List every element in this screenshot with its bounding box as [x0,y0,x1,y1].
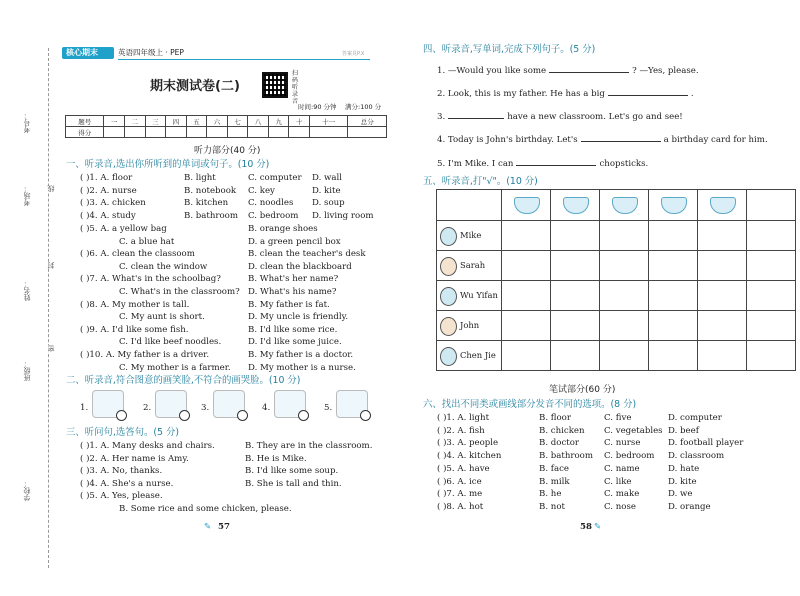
option-row: B. bathroom [184,210,238,221]
tick-cell[interactable] [551,251,600,281]
sentence-part: 5. I'm Mike. I can [437,159,514,169]
tick-cell[interactable] [747,341,796,371]
answer-blank[interactable] [549,64,629,73]
sentence-part: 3. [437,112,446,122]
sentence-part: have a new classroom. Let's go and see! [507,112,683,122]
option-row: C. vegetables [604,425,663,436]
option-row: C. key [248,185,275,196]
option-row: D. orange [668,501,711,512]
score-cell[interactable] [166,127,187,138]
option-row: D. My mother is a nurse. [248,362,356,373]
food-picture [600,190,649,221]
option-row: ( )10. A. My father is a driver. [80,350,210,360]
section-4-title: 四、听录音,写单词,完成下列句子。(5 分) [423,44,596,55]
option-row: D. wall [312,173,343,183]
answer-blank[interactable] [448,110,504,119]
tick-cell[interactable] [551,311,600,341]
option-row: ( )2. A. nurse [80,185,137,196]
option-row: ( )1. A. floor [80,173,133,183]
avatar [440,347,457,366]
option-row: ( )5. A. Yes, please. [80,491,163,502]
option-row: C. clean the window [119,261,208,272]
tick-cell[interactable] [649,311,698,341]
page-number-left: 57 [218,522,230,532]
score-cell[interactable] [186,127,207,138]
option-row: C. like [604,476,632,487]
option-row: B. My father is a doctor. [248,350,354,360]
sentence-part: 2. Look, this is my father. He has a big [437,89,605,99]
section-6-title: 六、找出不同类或画线部分发音不同的选项。(8 分) [423,399,637,410]
tick-cell[interactable] [502,251,551,281]
option-row: ( )5. A. have [437,463,490,474]
score-table-header-cell: 三 [145,116,166,127]
food-picture [502,190,551,221]
avatar [440,287,457,306]
score-cell[interactable] [348,127,387,138]
option-row: ( )1. A. Many desks and chairs. [80,441,215,451]
smiley-face-icon [360,410,371,421]
header-rule [118,59,370,60]
option-row: B. She is tall and thin. [245,478,342,489]
option-row: ( )7. A. me [437,489,483,500]
pencil-icon: ✎ [594,522,602,532]
sentence-part: 4. Today is John's birthday. Let's [437,135,578,145]
option-row: C. a blue hat [119,236,175,247]
smiley-face-icon [237,410,248,421]
binding-label-name: 姓名： [23,280,31,301]
option-row: B. he [539,489,562,500]
tick-cell[interactable] [698,311,747,341]
option-row: B. I'd like some rice. [248,324,338,335]
food-bowl-icon [563,197,589,214]
option-row: D. computer [668,413,722,423]
option-row: D. living room [312,210,374,221]
option-row: ( )4. A. She's a nurse. [80,478,174,489]
option-row: C. bedroom [248,210,299,221]
avatar [440,317,457,336]
qr-caption: 扫码听录音 [292,70,299,105]
fill-blank-sentence [437,64,699,76]
score-cell[interactable] [124,127,145,138]
option-row: ( )8. A. My mother is tall. [80,299,190,310]
score-table-header-cell: 六 [207,116,228,127]
page-number-right: 58 [580,522,592,532]
tick-cell[interactable] [600,311,649,341]
option-row: C. What's in the classroom? [119,287,240,297]
food-bowl-icon [612,197,638,214]
tick-cell[interactable] [502,221,551,251]
score-cell[interactable] [207,127,228,138]
option-row: D. I'd like some juice. [248,337,342,348]
option-row: C. bedroom [604,451,655,462]
option-row: ( )7. A. What's in the schoolbag? [80,274,221,285]
tick-cell[interactable] [649,221,698,251]
score-table-header-cell: 十一 [310,116,348,127]
tick-cell[interactable] [600,251,649,281]
header-right-tag: 答案見P.X [342,51,365,57]
sentence-part: a birthday card for him. [663,135,768,145]
binding-dashed-line [48,48,49,568]
option-row: B. kitchen [184,198,229,209]
score-table-header-cell: 四 [166,116,187,127]
option-row: ( )4. A. kitchen [437,451,502,462]
answer-blank[interactable] [608,87,688,96]
score-table-header-cell: 七 [227,116,248,127]
student-name: John [460,320,480,330]
section-5-title: 五、听录音,打"√"。(10 分) [423,176,538,187]
sentence-part: ? —Yes, please. [632,66,699,76]
header-cell [437,190,502,221]
option-row: C. computer [248,173,302,183]
option-row: B. not [539,501,565,512]
option-row: D. My uncle is friendly. [248,312,349,323]
score-cell[interactable] [310,127,348,138]
score-cell[interactable] [104,127,125,138]
option-row: C. My mother is a farmer. [119,362,231,373]
student-cell [437,311,502,341]
option-row: ( )1. A. light [437,413,490,423]
tick-cell[interactable] [747,251,796,281]
tick-cell[interactable] [698,221,747,251]
option-row: B. face [539,463,569,474]
student-cell [437,251,502,281]
option-row: B. He is Mike. [245,453,307,464]
picture-number: 5. [324,403,333,413]
student-name: Mike [460,230,482,240]
tick-cell[interactable] [649,281,698,311]
option-row: D. clean the blackboard [248,261,352,272]
option-row: C. name [604,463,640,474]
answer-blank[interactable] [581,133,661,142]
option-row: D. football player [668,438,744,449]
section-1-title: 一、听录音,选出你所听到的单词或句子。(10 分) [66,159,270,170]
smiley-face-icon [116,410,127,421]
score-table-header-cell: 题号 [66,116,104,127]
tick-cell[interactable] [747,281,796,311]
answer-blank[interactable] [516,157,596,166]
score-table-header-cell: 二 [124,116,145,127]
option-row: D. classroom [668,451,725,462]
option-row: B. orange shoes [248,224,318,234]
option-row: ( )8. A. hot [437,501,484,512]
tick-cell[interactable] [747,221,796,251]
sentence-part: 1. —Would you like some [437,66,547,76]
tick-cell[interactable] [551,281,600,311]
picture-number: 3. [201,403,210,413]
binding-label-room: 考场： [23,185,31,206]
exam-time: 时间:90 分钟 [298,103,337,111]
section-3-title: 三、听问句,选答句。(5 分) [66,427,179,438]
option-row: D. kite [668,476,697,487]
option-row: D. hate [668,463,700,474]
score-cell[interactable] [289,127,310,138]
option-row: C. nose [604,501,636,512]
pencil-icon: ✎ [204,522,212,532]
score-table-header-cell: 八 [248,116,269,127]
tick-cell[interactable] [502,281,551,311]
score-table-header-cell: 一 [104,116,125,127]
score-cell[interactable] [248,127,269,138]
option-row: B. doctor [539,438,580,449]
option-row: ( )3. A. chicken [80,198,146,209]
food-picture [698,190,747,221]
header-cell [747,190,796,221]
avatar [440,227,457,246]
score-table-header-cell: 十 [289,116,310,127]
page-title: 期末测试卷(二) [150,79,240,94]
header-brand: 核心期末 [66,48,98,57]
binding-seal-feng: 封 [47,262,55,269]
binding-seal-xian: 线 [47,185,55,192]
option-row: D. a green pencil box [248,236,341,247]
student-name: Wu Yifan [460,290,498,300]
smiley-face-icon [298,410,309,421]
option-row: B. floor [539,413,571,423]
score-row-label: 得分 [66,127,104,138]
option-row: B. clean the teacher's desk [248,249,366,260]
fill-blank-sentence [437,110,683,122]
tick-cell[interactable] [551,341,600,371]
score-table-header-cell: 总分 [348,116,387,127]
binding-label-number: 考号： [23,112,31,133]
option-row: B. They are in the classroom. [245,441,373,451]
option-row: B. light [184,173,216,183]
written-title: 笔试部分(60 分) [549,385,616,395]
score-cell[interactable] [145,127,166,138]
tick-cell[interactable] [698,281,747,311]
sentence-part: . [690,89,694,99]
tick-table [436,189,796,371]
tick-cell[interactable] [551,221,600,251]
option-row: B. milk [539,476,570,487]
fill-blank-sentence [437,133,768,145]
score-table-header-cell: 九 [268,116,289,127]
tick-cell[interactable] [600,341,649,371]
option-row: D. kite [312,185,341,196]
food-bowl-icon [710,197,736,214]
header-brand-sub: 英语四年级上 · PEP [118,48,184,57]
smiley-face-icon [179,410,190,421]
option-row: B. bathroom [539,451,593,462]
option-row: D. What's his name? [248,287,337,297]
food-bowl-icon [514,197,540,214]
section-2-title: 二、听录音,符合图意的画笑脸,不符合的画哭脸。(10 分) [66,375,301,386]
option-row: D. soup [312,198,345,209]
score-table [65,115,387,138]
tick-cell[interactable] [600,281,649,311]
option-row: B. Some rice and some chicken, please. [119,504,292,514]
picture-number: 1. [80,403,89,413]
exam-full-score: 满分:100 分 [345,103,382,111]
option-row: B. I'd like some soup. [245,466,339,477]
food-picture [551,190,600,221]
option-row: B. What's her name? [248,274,339,285]
tick-cell[interactable] [698,341,747,371]
option-row: ( )6. A. clean the classoom [80,249,195,260]
food-picture [649,190,698,221]
fill-blank-sentence [437,157,648,169]
student-cell [437,341,502,371]
picture-number: 2. [143,403,152,413]
student-name: Sarah [460,260,486,270]
food-bowl-icon [661,197,687,214]
option-row: C. noodles [248,198,294,209]
score-cell[interactable] [227,127,248,138]
option-row: B. My father is fat. [248,299,330,310]
option-row: ( )2. A. Her name is Amy. [80,453,189,464]
option-row: ( )4. A. study [80,210,136,221]
option-row: D. beef [668,425,699,436]
listening-title: 听力部分(40 分) [194,146,261,156]
option-row: D. we [668,489,693,500]
binding-label-class: 班级： [23,360,31,381]
student-name: Chen Jie [460,350,496,360]
option-row: B. chicken [539,425,585,436]
option-row: ( )9. A. I'd like some fish. [80,324,189,335]
tick-cell[interactable] [698,251,747,281]
option-row: ( )3. A. No, thanks. [80,466,163,477]
option-row: ( )2. A. fish [437,425,485,436]
tick-cell[interactable] [502,311,551,341]
tick-cell[interactable] [502,341,551,371]
score-table-header-cell: 五 [186,116,207,127]
option-row: ( )3. A. people [437,438,499,449]
tick-cell[interactable] [747,311,796,341]
option-row: C. I'd like beef noodles. [119,337,222,348]
binding-seal-mi: 密 [47,345,55,352]
tick-cell[interactable] [600,221,649,251]
avatar [440,257,457,276]
tick-cell[interactable] [649,251,698,281]
student-cell [437,221,502,251]
binding-label-school: 学校： [23,480,31,501]
option-row: C. nurse [604,438,641,449]
fill-blank-sentence [437,87,694,99]
student-cell [437,281,502,311]
option-row: ( )5. A. a yellow bag [80,224,167,234]
score-cell[interactable] [268,127,289,138]
picture-number: 4. [262,403,271,413]
option-row: C. five [604,413,632,423]
option-row: B. notebook [184,185,237,196]
tick-cell[interactable] [649,341,698,371]
sentence-part: chopsticks. [599,159,649,169]
option-row: C. make [604,489,640,500]
option-row: C. My aunt is short. [119,312,205,323]
option-row: ( )6. A. ice [437,476,482,487]
qr-code [262,72,288,98]
